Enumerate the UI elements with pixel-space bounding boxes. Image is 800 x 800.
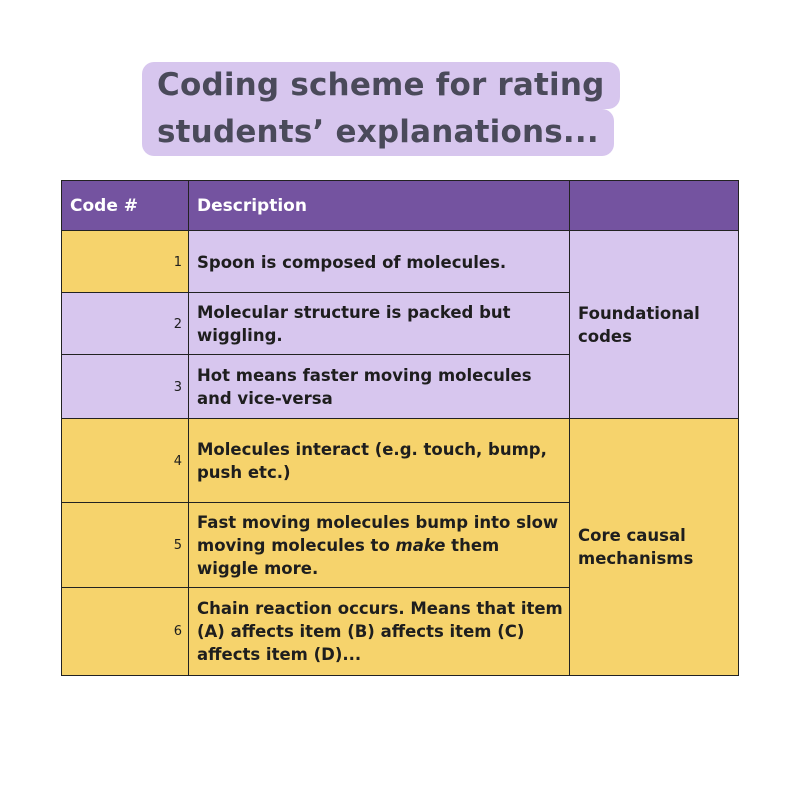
row-1-description: Spoon is composed of molecules. bbox=[188, 230, 571, 294]
header-description bbox=[188, 180, 571, 232]
row-3-description: Hot means faster moving molecules and vice-versa bbox=[188, 354, 571, 420]
header-description-label: Description bbox=[197, 195, 307, 216]
group-foundational-label: Foundational codes bbox=[578, 304, 700, 346]
header-code bbox=[61, 180, 190, 232]
group-foundational bbox=[569, 230, 739, 420]
coding-scheme-table bbox=[61, 180, 739, 676]
row-5-description-text bbox=[197, 511, 564, 580]
row-5-text-after: them wiggle more. bbox=[197, 536, 500, 578]
row-4-code: 4 bbox=[61, 418, 190, 504]
row-4-description: Molecules interact (e.g. touch, bump, push etc.) bbox=[188, 418, 571, 504]
row-6-description: Chain reaction occurs. Means that item (A) affects item (B) affects item (C) affects item (D)... bbox=[188, 587, 571, 676]
row-5-text-emphasis: make bbox=[395, 536, 446, 555]
header-group bbox=[569, 180, 739, 232]
title-block bbox=[142, 62, 620, 156]
group-core-causal bbox=[569, 418, 739, 676]
header-code-label: Code # bbox=[70, 195, 139, 216]
row-5-code: 5 bbox=[61, 502, 190, 589]
row-3-code: 3 bbox=[61, 354, 190, 420]
row-5-text-before: Fast moving molecules bump into slow moving molecules to bbox=[197, 513, 559, 555]
title-line-2: students’ explanations... bbox=[142, 109, 614, 156]
row-6-code: 6 bbox=[61, 587, 190, 676]
row-2-description: Molecular structure is packed but wiggling. bbox=[188, 292, 571, 356]
row-1-code: 1 bbox=[61, 230, 190, 294]
row-2-code: 2 bbox=[61, 292, 190, 356]
group-core-causal-label: Core causal mechanisms bbox=[578, 526, 694, 568]
row-5-description bbox=[188, 502, 571, 589]
title-line-1: Coding scheme for rating bbox=[142, 62, 620, 109]
